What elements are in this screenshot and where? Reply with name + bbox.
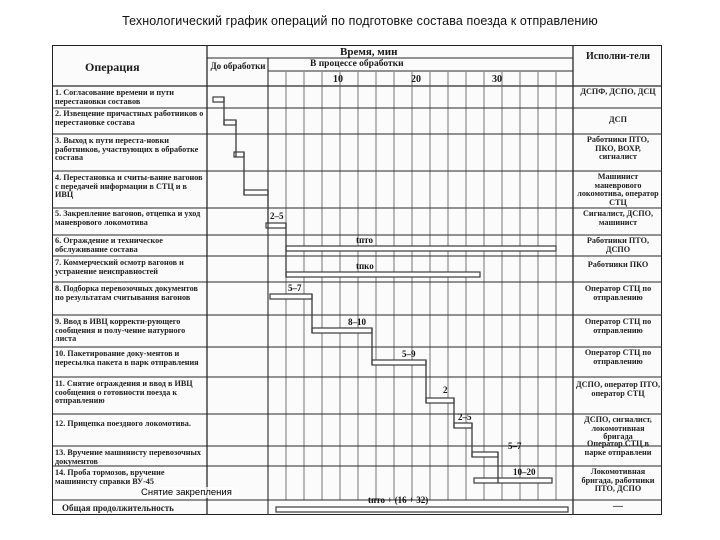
bar-label-row-12: 2–5 (458, 412, 472, 422)
bar-label-row-7: tпко (356, 261, 374, 271)
bar-row-4 (244, 190, 268, 195)
operation-row-8: 8. Подборка перевозочных документов по результатам считывания вагонов (55, 284, 198, 302)
header-operation: Операция (85, 60, 140, 74)
executors-row-4: Машинист маневрового локомотива, оператор СТЦ (577, 172, 659, 207)
operation-row-14: 14. Проба тормозов, вручение машинисту справки ВУ-45 (55, 468, 165, 486)
operation-row-11: 11. Снятие ограждения и ввод в ИВЦ сообщения о готовности поезда к отправлению (55, 379, 193, 406)
bar-label-total: tпто + (16 + 32) (368, 495, 429, 505)
bar-row-11 (426, 398, 454, 403)
executors-total: — (613, 501, 623, 512)
bar-row-7 (286, 272, 480, 277)
executors-row-7: Работники ПКО (587, 260, 649, 269)
bar-row-10 (372, 360, 426, 365)
operation-row-7: 7. Коммерческий осмотр вагонов и устранение неисправностей (55, 258, 184, 276)
time-gridlines (286, 72, 556, 500)
row-separators (52, 108, 662, 500)
bar-label-row-13: 5–7 (508, 441, 522, 451)
operation-row-13: 13. Вручение машинисту перевозочных документов (55, 448, 201, 466)
operation-row-5: 5. Закрепление вагонов, отцепка и уход маневрового локомотива (55, 209, 201, 227)
executors-row-2: ДСП (609, 115, 627, 124)
executors-row-8: Оператор СТЦ по отправлению (584, 284, 652, 302)
tick-label-30: 30 (492, 74, 502, 85)
page-title: Технологический график операций по подготовке состава поезда к отправлению (122, 14, 598, 28)
bar-row-6 (286, 246, 556, 251)
bar-total (276, 507, 568, 512)
header-during-processing: В процессе обработки (310, 59, 404, 69)
executors-row-6: Работники ПТО, ДСПО (586, 236, 650, 254)
bar-label-row-6: tпто (356, 235, 373, 245)
overlay-caption: Снятие закрепления (141, 487, 232, 498)
operation-row-6: 6. Ограждение и техническое обслуживание состава (55, 236, 163, 254)
executors-row-10: Оператор СТЦ по отправлению (584, 348, 652, 366)
bar-label-row-14: 10–20 (513, 467, 536, 477)
header-executors: Исполни-тели (585, 51, 651, 62)
operation-row-10: 10. Пакетирование доку-ментов и пересылка пакета в парк отправления (55, 349, 199, 367)
operation-row-1: 1. Согласование времени и пути перестановки составов (55, 88, 174, 106)
header-before-processing: До обработки (210, 61, 266, 71)
executors-row-14: Локомотивная бригада, работники ПТО, ДСПО (581, 467, 655, 494)
bar-row-9 (312, 328, 372, 333)
executors-row-11: ДСПО, оператор ПТО, оператор СТЦ (576, 380, 661, 398)
bar-row-13 (472, 452, 498, 457)
header-time: Время, мин (340, 46, 398, 58)
operation-total: Общая продолжительность (62, 503, 174, 513)
executors-row-9: Оператор СТЦ по отправлению (584, 317, 652, 335)
operation-row-2: 2. Извещение причастных работников о перестановке состава (55, 109, 204, 127)
bar-row-14 (474, 478, 552, 483)
operation-row-3: 3. Выход к пути переста-новки работников, участвующих в обработке состава (55, 136, 199, 163)
executors-row-13: Оператор СТЦ в парке отправлени (584, 439, 652, 457)
executors-row-1: ДСПФ, ДСПО, ДСЦ (580, 87, 656, 96)
operation-row-9: 9. Ввод в ИВЦ корректи-рующего сообщения и полу-чение натурного листа (55, 317, 186, 344)
bar-label-row-9: 8–10 (348, 317, 366, 327)
executors-row-5: Сигналист, ДСПО, машинист (582, 209, 653, 227)
tick-label-10: 10 (333, 74, 343, 85)
operation-row-12: 12. Прицепка поездного локомотива. (55, 419, 191, 428)
bar-row-2 (224, 120, 236, 125)
executors-row-12: ДСПО, сигналист, локомотивная бригада (584, 415, 652, 442)
executors-row-3: Работники ПТО, ПКО, ВОХР, сигналист (586, 135, 650, 162)
bar-row-8 (270, 294, 312, 299)
bar-row-1 (213, 97, 224, 102)
bar-label-row-11: 2 (443, 385, 448, 395)
bar-row-5 (266, 223, 286, 228)
tick-label-20: 20 (411, 74, 421, 85)
bar-label-row-10: 5–9 (402, 349, 416, 359)
bar-row-12 (454, 423, 472, 428)
bar-label-row-5: 2–5 (270, 211, 284, 221)
operation-row-4: 4. Перестановка и считы-вание вагонов с передачей информации в СТЦ и в ИВЦ (55, 173, 203, 200)
bar-label-row-8: 5–7 (288, 283, 302, 293)
